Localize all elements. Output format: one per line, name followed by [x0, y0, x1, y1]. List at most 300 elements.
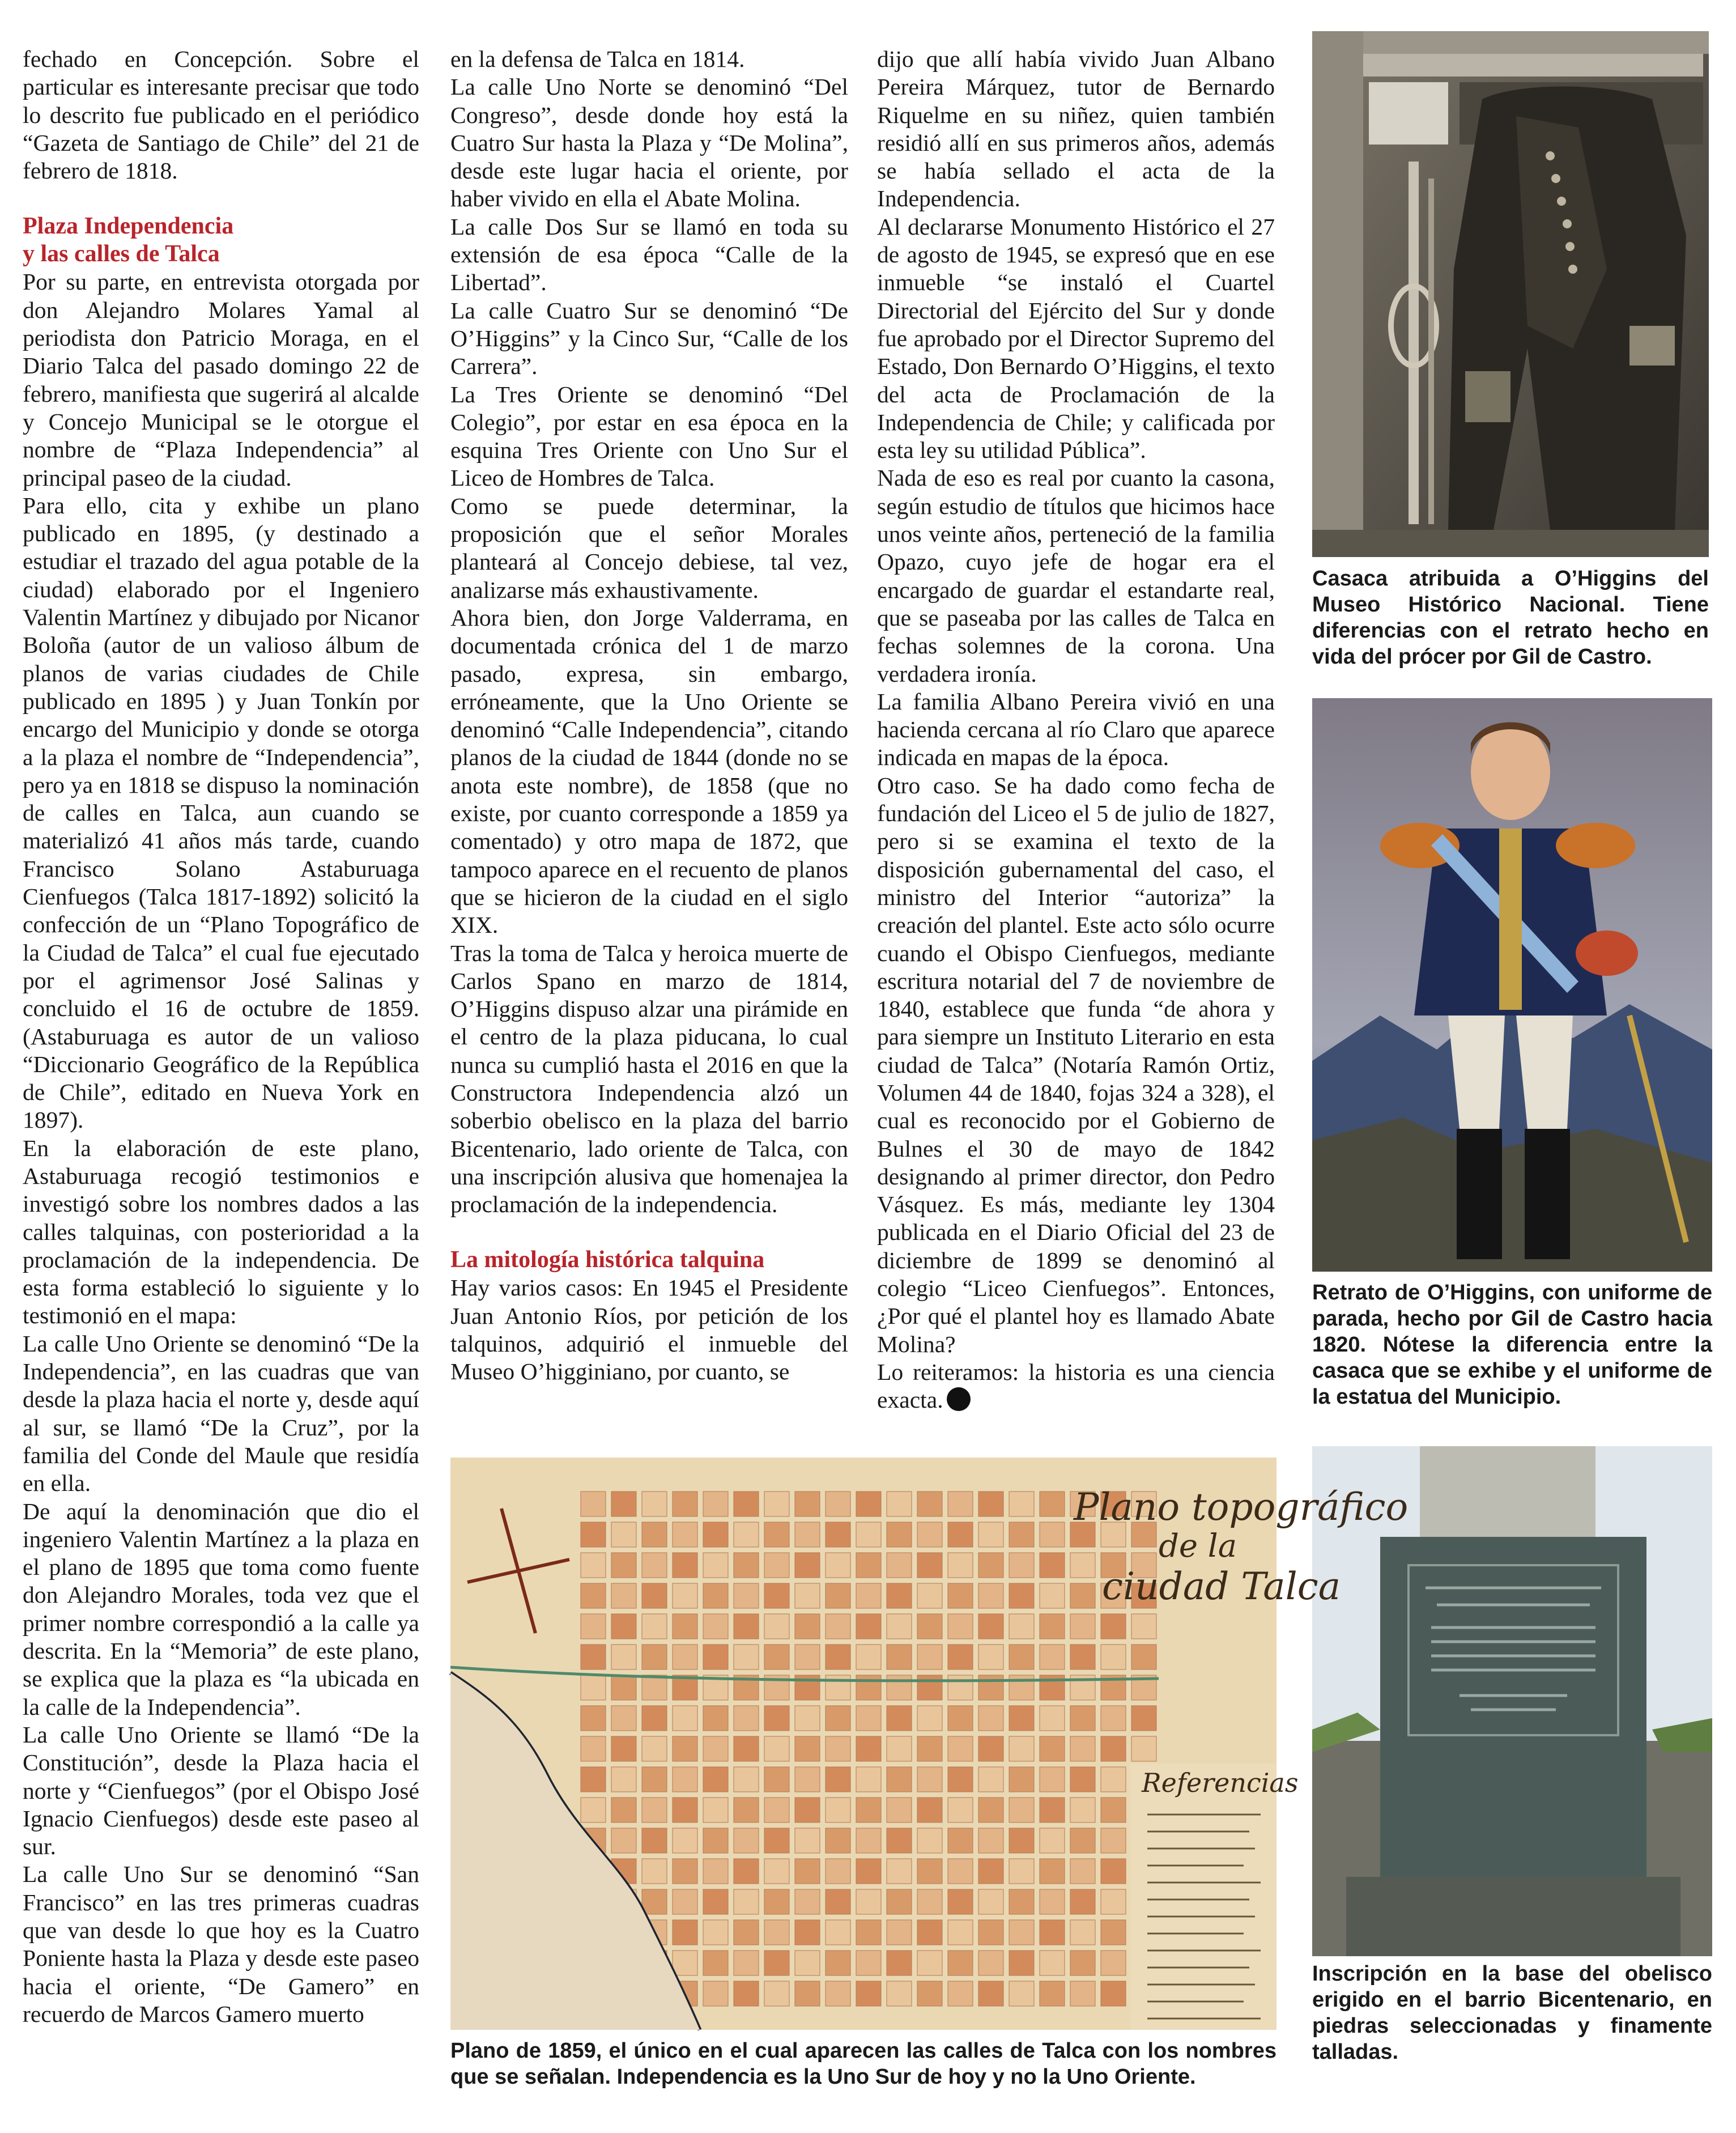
article-column-3	[877, 45, 1275, 1414]
map-city-block	[948, 1675, 973, 1700]
map-city-block	[642, 1553, 667, 1578]
paragraph: La calle Dos Sur se llamó en toda su extensión de esa época “Calle de la Libertad”.	[450, 213, 848, 296]
map-city-block	[764, 1767, 789, 1792]
map-city-block	[887, 1492, 912, 1516]
map-city-block	[887, 1798, 912, 1822]
map-city-block	[826, 1981, 850, 2006]
map-city-block	[1009, 1553, 1034, 1578]
map-city-block	[826, 1553, 850, 1578]
map-city-block	[764, 1798, 789, 1822]
map-city-block	[917, 1859, 942, 1884]
map-city-block	[795, 1951, 820, 1975]
paragraph: La calle Uno Oriente se denominó “De la Independencia”, en las cuadras que van desde la plaza hacia el norte y, desde aquí al sur, se llamó “De la Cruz”, por la familia del Conde del Maule que residía en ella.	[23, 1330, 419, 1497]
map-city-block	[673, 1767, 697, 1792]
map-city-block	[611, 1614, 636, 1639]
map-city-block	[856, 1920, 881, 1945]
map-city-block	[795, 1492, 820, 1516]
map-city-block	[1040, 1920, 1065, 1945]
map-city-block	[673, 1492, 697, 1516]
map-city-block	[1070, 1798, 1095, 1822]
map-city-block	[856, 1828, 881, 1853]
caption-casaca: Casaca atribuida a O’Higgins del Museo Histórico Nacional. Tiene diferencias con el retrato hecho en vida del prócer por Gil de Castro.	[1312, 567, 1709, 669]
map-city-block	[1070, 1920, 1095, 1945]
map-city-block	[1070, 1645, 1095, 1669]
map-city-block	[764, 1828, 789, 1853]
paragraph: Nada de eso es real por cuanto la casona, según estudio de títulos que hicimos hace unos veinte años, perteneció de la familia Opazo, cuyo jefe de hogar era el encargado de guardar el estandarte real, que se paseaba por las calles de Talca en fechas solemnes de la corona. Una verdadera ironía.	[877, 465, 1275, 687]
map-city-block	[978, 1951, 1003, 1975]
map-city-block	[856, 1889, 881, 1914]
map-city-block	[1131, 1736, 1156, 1761]
map-city-block	[1101, 1706, 1126, 1731]
paragraph: La calle Cuatro Sur se denominó “De O’Higgins” y la Cinco Sur, “Calle de los Carrera”.	[450, 297, 848, 380]
map-city-block	[948, 1859, 973, 1884]
map-city-block	[795, 1767, 820, 1792]
map-city-block	[611, 1645, 636, 1669]
map-city-block	[826, 1767, 850, 1792]
paragraph: Otro caso. Se ha dado como fecha de fundación del Liceo el 5 de julio de 1827, pero si se examina el texto de la disposición gubernamental del caso, el ministro del Interior “autoriza” la creación del plantel. Este acto sólo ocurre cuando el Obispo Cienfuegos, mediante escritura notarial del 7 de noviembre de 1840, establece que funda “de ahora y para siempre un Instituto Literario en esta ciudad de Talca” (Notaría Ramón Ortiz, Volumen 44 de 1840, fojas 324 a 328), el cual es reconocido por el Gobierno de Bulnes el 30 de mayo de 1842 designando al primer director, don Pedro Vásquez. Es más, mediante ley 1304 publicada en el Diario Oficial del 23 de diciembre de 1899 se denominó al colegio “Liceo Cienfuegos”. Entonces, ¿Por qué el plantel hoy es llamado Abate Molina?	[877, 772, 1275, 1357]
map-city-block	[1101, 1614, 1126, 1639]
map-city-block	[917, 1798, 942, 1822]
map-city-block	[642, 1798, 667, 1822]
map-city-block	[917, 1645, 942, 1669]
map-city-block	[1040, 1645, 1065, 1669]
map-city-block	[673, 1736, 697, 1761]
paragraph: Tras la toma de Talca y heroica muerte de Carlos Spano en marzo de 1814, O’Higgins dispuso alzar una pirámide en el centro de la plaza piducana, lo cual nunca su cumplió hasta el 2016 en que la Constructora Independencia alzó un soberbio obelisco en la plaza del barrio Bicentenario, lado oriente de Talca, con una inscripción alusiva que homenajea la proclamación de la independencia.	[450, 940, 848, 1218]
map-city-block	[856, 1553, 881, 1578]
map-city-block	[887, 1951, 912, 1975]
map-city-block	[642, 1522, 667, 1547]
map-city-block	[1009, 1492, 1034, 1516]
map-city-block	[1101, 1767, 1126, 1792]
map-city-block	[1070, 1859, 1095, 1884]
map-city-block	[642, 1614, 667, 1639]
map-city-block	[917, 1553, 942, 1578]
map-city-block	[1009, 1614, 1034, 1639]
map-city-block	[795, 1553, 820, 1578]
map-city-block	[978, 1798, 1003, 1822]
map-city-block	[1040, 1522, 1065, 1547]
map-city-block	[795, 1920, 820, 1945]
map-city-block	[948, 1614, 973, 1639]
map-city-block	[1131, 1614, 1156, 1639]
map-city-block	[978, 1828, 1003, 1853]
map-city-block	[826, 1798, 850, 1822]
map-city-block	[948, 1645, 973, 1669]
map-city-block	[764, 1736, 789, 1761]
map-city-block	[673, 1706, 697, 1731]
map-title-line-2: de la	[1159, 1528, 1237, 1565]
map-city-block	[887, 1614, 912, 1639]
map-city-block	[642, 1736, 667, 1761]
map-city-block	[1009, 1798, 1034, 1822]
map-city-block	[581, 1614, 606, 1639]
map-city-block	[887, 1675, 912, 1700]
closing-sentence: Lo reiteramos: la historia es una ciencia exacta.	[877, 1358, 1275, 1413]
map-city-block	[703, 1859, 728, 1884]
map-city-block	[1040, 1553, 1065, 1578]
map-city-block	[734, 1951, 759, 1975]
caption-obelisco: Inscripción en la base del obelisco erigido en el barrio Bicentenario, en piedras seleccionadas y finamente talladas.	[1312, 1962, 1712, 2064]
map-city-block	[856, 1522, 881, 1547]
map-city-block	[1101, 1736, 1126, 1761]
map-city-block	[887, 1920, 912, 1945]
map-city-block	[1009, 1645, 1034, 1669]
map-city-block	[1009, 1522, 1034, 1547]
map-city-block	[642, 1492, 667, 1516]
map-city-block	[948, 1583, 973, 1608]
map-city-block	[642, 1767, 667, 1792]
map-city-block	[978, 1981, 1003, 2006]
map-city-block	[1101, 1645, 1126, 1669]
map-city-block	[611, 1553, 636, 1578]
map-city-block	[611, 1706, 636, 1731]
map-city-block	[734, 1767, 759, 1792]
map-city-block	[948, 1706, 973, 1731]
map-city-block	[764, 1951, 789, 1975]
map-city-block	[673, 1522, 697, 1547]
map-city-block	[978, 1675, 1003, 1700]
map-city-block	[1009, 1828, 1034, 1853]
paragraph: Al declararse Monumento Histórico el 27 de agosto de 1945, se expresó que en ese inmueble “se instaló el Cuartel Directorial del Ejército del Sur y donde fue aprobado por el Director Supremo del Estado, Don Bernardo O’Higgins, el texto del acta de Proclamación de la Independencia de Chile; y calificada por esta ley su utilidad Pública”.	[877, 213, 1275, 464]
map-city-block	[611, 1736, 636, 1761]
map-city-block	[611, 1675, 636, 1700]
map-city-block	[764, 1920, 789, 1945]
map-city-block	[948, 1828, 973, 1853]
map-city-block	[917, 1736, 942, 1761]
map-city-block	[826, 1859, 850, 1884]
map-city-block	[948, 1798, 973, 1822]
map-grid-image	[450, 1458, 1409, 2030]
map-city-block	[642, 1889, 667, 1914]
map-city-block	[1070, 1553, 1095, 1578]
casaca-jacket-image	[1312, 31, 1709, 557]
map-city-block	[1101, 1920, 1126, 1945]
map-city-block	[795, 1828, 820, 1853]
paragraph: La calle Uno Sur se denominó “San Francisco” en las tres primeras cuadras que van desde lo que hoy es la Cuatro Poniente hasta la Plaza y desde este paseo hacia el oriente, “De Gamero” en recuerdo de Marcos Gamero muerto	[23, 1861, 419, 2027]
map-city-block	[1070, 1614, 1095, 1639]
map-city-block	[703, 1981, 728, 2006]
map-city-block	[581, 1522, 606, 1547]
map-city-block	[734, 1583, 759, 1608]
map-city-block	[703, 1767, 728, 1792]
map-city-block	[764, 1645, 789, 1669]
map-city-block	[948, 1492, 973, 1516]
map-city-block	[764, 1583, 789, 1608]
map-city-block	[917, 1583, 942, 1608]
paragraph: en la defensa de Talca en 1814.	[450, 46, 745, 72]
map-city-block	[1070, 1767, 1095, 1792]
map-city-block	[795, 1583, 820, 1608]
map-city-block	[642, 1675, 667, 1700]
map-city-block	[1040, 1767, 1065, 1792]
map-city-block	[887, 1553, 912, 1578]
map-city-block	[978, 1645, 1003, 1669]
map-city-block	[826, 1583, 850, 1608]
map-city-block	[734, 1553, 759, 1578]
map-city-block	[887, 1859, 912, 1884]
map-city-block	[826, 1614, 850, 1639]
map-city-block	[826, 1645, 850, 1669]
map-city-block	[856, 1798, 881, 1822]
map-city-block	[948, 1920, 973, 1945]
map-city-block	[703, 1492, 728, 1516]
map-city-block	[826, 1736, 850, 1761]
paragraph: De aquí la denominación que dio el ingeniero Valentin Martínez a la plaza en el plano de 1895 que toma como fuente don Alejandro Morales, toda vez que el primer nombre correspondió a la calle ya descrita. En la “Memoria” de este plano, se explica que la plaza es “la ubicada en la calle de la Independencia”.	[23, 1498, 419, 1720]
section-heading-plaza	[23, 213, 419, 268]
map-city-block	[1101, 1828, 1126, 1853]
map-city-block	[703, 1798, 728, 1822]
paragraph: La calle Uno Oriente se llamó “De la Constitución”, desde la Plaza hacia el norte y “Cienfuegos” (por el Obispo José Ignacio Cienfuegos) desde este paseo al sur.	[23, 1721, 419, 1860]
map-city-block	[887, 1522, 912, 1547]
map-city-block	[978, 1859, 1003, 1884]
map-city-block	[1070, 1736, 1095, 1761]
caption-plano: Plano de 1859, el único en el cual aparecen las calles de Talca con los nombres que se señalan. Independencia es la Uno Sur de hoy y no la Uno Oriente.	[450, 2039, 1277, 2089]
map-city-block	[795, 1798, 820, 1822]
map-plano-1859	[450, 1458, 1409, 2030]
map-city-block	[826, 1828, 850, 1853]
map-city-block	[581, 1553, 606, 1578]
map-city-block	[856, 1675, 881, 1700]
map-title-line-3: ciudad Talca	[1102, 1565, 1341, 1608]
paragraph: Para ello, cita y exhibe un plano publicado en 1895, (y destinado a estudiar el trazado del agua potable de la ciudad) elaborado por el Ingeniero Valentin Martínez y dibujado por Nicanor Boloña (autor de un valioso álbum de planos de varias ciudades de Chile publicado en 1895 ) y Juan Tonkín por encargo del Municipio y donde se otorga a la plaza el nombre de “Independencia”, pero ya en 1818 se dispuso la nominación de calles en Talca, aun cuando se materializó 41 años más tarde, cuando Francisco Solano Astaburuaga Cienfuegos (Talca 1817-1892) solicitó la confección de un “Plano Topográfico de la Ciudad de Talca” el cual fue ejecutado por el agrimensor José Salinas y concluido el 16 de octubre de 1859. (Astaburuaga es autor de un valioso “Diccionario Geográfico de la República de Chile”, editado en Nueva York en 1897).	[23, 492, 419, 1133]
map-city-block	[856, 1583, 881, 1608]
map-city-block	[581, 1583, 606, 1608]
map-city-block	[734, 1828, 759, 1853]
map-city-block	[611, 1522, 636, 1547]
heading-line: y las calles de Talca	[23, 241, 220, 267]
map-city-block	[887, 1981, 912, 2006]
section-heading-mitologia: La mitología histórica talquina	[450, 1247, 765, 1273]
map-city-block	[1101, 1859, 1126, 1884]
map-city-block	[764, 1981, 789, 2006]
map-city-block	[581, 1645, 606, 1669]
map-city-block	[917, 1828, 942, 1853]
map-city-block	[611, 1798, 636, 1822]
map-city-block	[581, 1492, 606, 1516]
paragraph: dijo que allí había vivido Juan Albano Pereira Márquez, tutor de Bernardo Riquelme en su niñez, quien también residió allí en sus primeros años, además se había sellado el acta de la Independencia.	[877, 46, 1275, 212]
map-city-block	[826, 1675, 850, 1700]
paragraph: fechado en Concepción. Sobre el particular es interesante precisar que todo lo descrito fue publicado en el periódico “Gazeta de Santiago de Chile” del 21 de febrero de 1818.	[23, 46, 419, 184]
map-city-block	[611, 1583, 636, 1608]
map-city-block	[1009, 1981, 1034, 2006]
map-city-block	[795, 1736, 820, 1761]
map-city-block	[703, 1706, 728, 1731]
map-city-block	[703, 1920, 728, 1945]
map-city-block	[1009, 1859, 1034, 1884]
map-city-block	[734, 1645, 759, 1669]
map-city-block	[1040, 1706, 1065, 1731]
map-city-block	[764, 1492, 789, 1516]
map-city-block	[1009, 1736, 1034, 1761]
map-city-block	[917, 1889, 942, 1914]
map-city-block	[856, 1736, 881, 1761]
map-city-block	[764, 1889, 789, 1914]
map-city-block	[826, 1492, 850, 1516]
map-city-block	[673, 1889, 697, 1914]
map-city-block	[795, 1889, 820, 1914]
map-city-block	[1101, 1981, 1126, 2006]
article-column-2	[450, 45, 848, 1386]
map-city-block	[734, 1920, 759, 1945]
map-city-block	[917, 1492, 942, 1516]
map-legend-title: Referencias	[1142, 1767, 1299, 1798]
map-city-block	[1070, 1889, 1095, 1914]
map-city-block	[703, 1614, 728, 1639]
map-city-block	[581, 1706, 606, 1731]
map-city-block	[642, 1645, 667, 1669]
map-city-block	[642, 1859, 667, 1884]
map-city-block	[1040, 1828, 1065, 1853]
map-city-block	[1009, 1706, 1034, 1731]
map-city-block	[917, 1767, 942, 1792]
map-city-block	[887, 1706, 912, 1731]
map-city-block	[734, 1798, 759, 1822]
map-city-block	[673, 1859, 697, 1884]
paragraph: Hay varios casos: En 1945 el Presidente Juan Antonio Ríos, por petición de los talquinos, adquirió el inmueble del Museo O’higginiano, por cuanto, se	[450, 1274, 848, 1385]
map-city-block	[978, 1889, 1003, 1914]
article-column-1	[23, 45, 419, 2028]
map-city-block	[826, 1920, 850, 1945]
heading-line: Plaza Independencia	[23, 213, 234, 240]
map-city-block	[764, 1614, 789, 1639]
photo-casaca	[1312, 31, 1709, 557]
map-city-block	[673, 1553, 697, 1578]
map-city-block	[734, 1981, 759, 2006]
map-city-block	[978, 1920, 1003, 1945]
map-city-block	[703, 1736, 728, 1761]
map-city-block	[917, 1614, 942, 1639]
map-city-block	[948, 1553, 973, 1578]
map-city-block	[703, 1951, 728, 1975]
map-city-block	[1040, 1859, 1065, 1884]
map-city-block	[917, 1920, 942, 1945]
caption-retrato: Retrato de O’Higgins, con uniforme de parada, hecho por Gil de Castro hacia 1820. Nótese la diferencia entre la casaca que se exhibe y el uniforme de la estatua del Municipio.	[1312, 1281, 1712, 1409]
map-city-block	[856, 1951, 881, 1975]
map-city-block	[856, 1767, 881, 1792]
map-city-block	[948, 1981, 973, 2006]
map-city-block	[734, 1614, 759, 1639]
map-city-block	[673, 1798, 697, 1822]
paragraph: En la elaboración de este plano, Astaburuaga recogió testimonios e investigó sobre los nombres dados a las calles talquinas, con posterioridad a la proclamación de la independencia. De esta forma estableció lo siguiente y lo testimonió en el mapa:	[23, 1135, 419, 1329]
paragraph	[877, 1358, 1275, 1414]
map-city-block	[642, 1583, 667, 1608]
map-city-block	[917, 1951, 942, 1975]
map-city-block	[887, 1736, 912, 1761]
photo-retrato-ohiggins	[1312, 698, 1712, 1272]
map-city-block	[734, 1492, 759, 1516]
map-city-block	[1009, 1889, 1034, 1914]
map-city-block	[703, 1828, 728, 1853]
map-city-block	[581, 1675, 606, 1700]
map-city-block	[611, 1828, 636, 1853]
map-city-block	[673, 1828, 697, 1853]
map-city-block	[703, 1645, 728, 1669]
map-city-block	[826, 1706, 850, 1731]
map-city-block	[887, 1767, 912, 1792]
paragraph: La familia Albano Pereira vivió en una hacienda cercana al río Claro que aparece indicada en mapas de la época.	[877, 688, 1275, 771]
map-city-block	[856, 1859, 881, 1884]
map-city-block	[978, 1583, 1003, 1608]
map-city-block	[703, 1553, 728, 1578]
map-city-block	[1009, 1920, 1034, 1945]
map-city-block	[734, 1706, 759, 1731]
map-city-block	[948, 1767, 973, 1792]
map-city-block	[1070, 1981, 1095, 2006]
map-city-block	[734, 1859, 759, 1884]
map-city-block	[703, 1889, 728, 1914]
map-city-block	[887, 1583, 912, 1608]
map-city-block	[887, 1828, 912, 1853]
map-city-block	[764, 1522, 789, 1547]
portrait-image	[1312, 698, 1712, 1272]
map-city-block	[1070, 1583, 1095, 1608]
map-city-block	[764, 1553, 789, 1578]
map-city-block	[611, 1492, 636, 1516]
map-city-block	[978, 1614, 1003, 1639]
map-city-block	[673, 1614, 697, 1639]
map-city-block	[703, 1522, 728, 1547]
map-city-block	[764, 1706, 789, 1731]
map-city-block	[1040, 1889, 1065, 1914]
map-city-block	[978, 1767, 1003, 1792]
map-city-block	[917, 1522, 942, 1547]
map-city-block	[1009, 1583, 1034, 1608]
map-city-block	[826, 1951, 850, 1975]
map-city-block	[734, 1522, 759, 1547]
paragraph: Por su parte, en entrevista otorgada por don Alejandro Molares Yamal al periodista don Patricio Moraga, en el Diario Talca del pasado domingo 22 de febrero, manifiesta que sugerirá al alcalde y Concejo Municipal se le otorgue el nombre de “Plaza Independencia” al principal paseo de la ciudad.	[23, 269, 419, 491]
map-city-block	[1070, 1828, 1095, 1853]
map-city-block	[795, 1706, 820, 1731]
map-city-block	[917, 1706, 942, 1731]
map-city-block	[1040, 1614, 1065, 1639]
map-city-block	[1131, 1706, 1156, 1731]
map-city-block	[1009, 1767, 1034, 1792]
map-city-block	[856, 1645, 881, 1669]
map-city-block	[856, 1492, 881, 1516]
paragraph: La Tres Oriente se denominó “Del Colegio”, por estar en esa época en la esquina Tres Oriente con Uno Sur el Liceo de Hombres de Talca.	[450, 381, 848, 491]
map-city-block	[856, 1981, 881, 2006]
map-city-block	[642, 1706, 667, 1731]
map-city-block	[948, 1889, 973, 1914]
map-city-block	[948, 1951, 973, 1975]
map-city-block	[948, 1736, 973, 1761]
map-city-block	[734, 1889, 759, 1914]
paragraph: La calle Uno Norte se denominó “Del Congreso”, desde donde hoy está la Cuatro Sur hasta la Plaza y “De Molina”, desde este lugar hacia el oriente, por haber vivido en ella el Abate Molina.	[450, 74, 848, 212]
map-city-block	[917, 1675, 942, 1700]
map-city-block	[887, 1645, 912, 1669]
map-city-block	[978, 1492, 1003, 1516]
map-city-block	[1101, 1951, 1126, 1975]
map-city-block	[1101, 1798, 1126, 1822]
map-city-block	[978, 1553, 1003, 1578]
map-city-block	[1040, 1583, 1065, 1608]
map-city-block	[673, 1920, 697, 1945]
map-city-block	[1131, 1645, 1156, 1669]
map-city-block	[826, 1522, 850, 1547]
map-city-block	[1070, 1706, 1095, 1731]
paragraph: Como se puede determinar, la proposición que el señor Morales planteará al Concejo debiese, tal vez, analizarse más exhaustivamente.	[450, 492, 848, 603]
map-city-block	[581, 1767, 606, 1792]
map-city-block	[581, 1736, 606, 1761]
map-city-block	[856, 1614, 881, 1639]
map-city-block	[978, 1736, 1003, 1761]
map-city-block	[795, 1614, 820, 1639]
end-mark-icon	[947, 1387, 971, 1411]
map-city-block	[764, 1859, 789, 1884]
map-city-block	[1040, 1736, 1065, 1761]
map-city-block	[673, 1645, 697, 1669]
map-city-block	[795, 1859, 820, 1884]
